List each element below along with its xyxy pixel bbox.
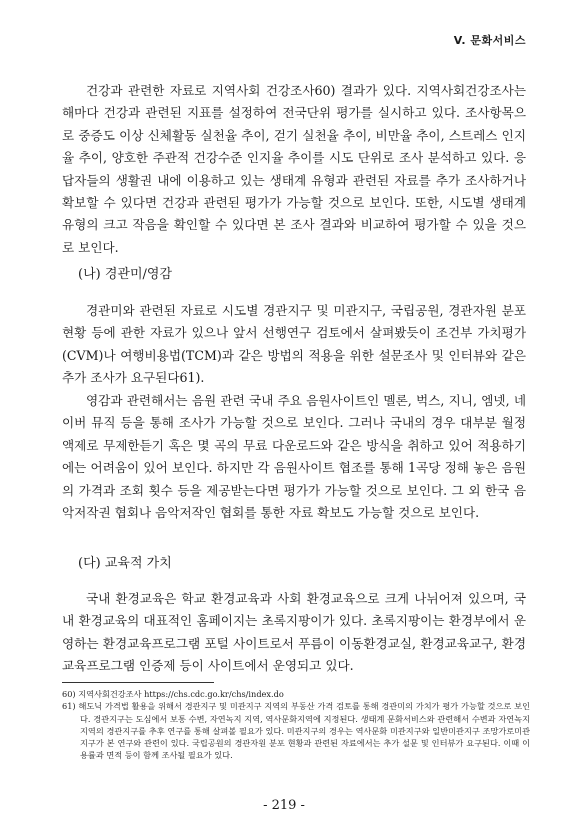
paragraph-health [62,80,526,259]
page-number: - 219 - [263,798,305,813]
running-header: V. 문화서비스 [453,34,526,47]
footnote-divider [62,682,214,683]
footnote-61: 61) 해도닉 가격법 활용을 위해서 경관지구 및 미관지구 지역의 부동산 가격 검토를 통해 경관미의 가치가 평가 가능할 것으로 보인다. 경관지구는 도심에서 보통 수변, 자연녹지 지역, 역사문화지역에 지정된다. 생태계 문화서비스와 관련해서 수변과 자연녹지 지역의 경관지구를 추후 연구를 통해 살펴볼 필요가 있다. 미관지구의 경우는 역사문화 미관지구와 일반미관지구 조망가로미관지구가 본 연구와 관련이 있다. 국립공원의 경관자원 분포 현황과 관련된 자료에서는 추가 설문 및 인터뷰가 요구된다. 이때 이용률과 면적 등이 함께 조사될 필요가 있다. [62,701,530,761]
footnote-60: 60) 지역사회건강조사 https://chs.cdc.go.kr/chs/index.do [62,689,284,699]
body-paragraph: 국내 환경교육은 학교 환경교육과 사회 환경교육으로 크게 나뉘어져 있으며, 국내 환경교육의 대표적인 홈페이지는 초록지팡이가 있다. 초록지팡이는 환경부에서 운영하는 환경교육프로그램 포털 사이트로서 푸름이 이동환경교실, 환경교육교구, 환경교육프로그램 인증제 등이 사이트에서 운영되고 있다. [62,591,526,674]
paragraph-education [62,588,526,678]
footnotes [62,688,530,762]
paragraph-landscape [62,300,526,390]
section-heading-educational-value: (다) 교육적 가치 [78,556,172,571]
paragraph-inspiration [62,390,526,524]
body-paragraph: 영감과 관련해서는 음원 관련 국내 주요 음원사이트인 멜론, 벅스, 지니, 엠넷, 네이버 뮤직 등을 통해 조사가 가능할 것으로 보인다. 그러나 국내의 경우 대부분 월정액제로 무제한듣기 혹은 몇 곡의 무료 다운로드와 같은 방식을 취하고 있어 적용하기에는 어려움이 있어 보인다. 하지만 각 음원사이트 협조를 통해 1곡당 정해 놓은 음원의 가격과 조회 횟수 등을 제공받는다면 평가가 가능할 것으로 보인다. 그 외 한국 음악저작권 협회나 음악저작인 협회를 통한 자료 확보도 가능할 것으로 보인다. [62,393,526,521]
section-heading-landscape-inspiration: (나) 경관미/영감 [78,267,173,282]
body-paragraph: 경관미와 관련된 자료로 시도별 경관지구 및 미관지구, 국립공원, 경관자원 분포 현황 등에 관한 자료가 있으나 앞서 선행연구 검토에서 살펴봤듯이 조건부 가치평가(CVM)나 여행비용법(TCM)과 같은 방법의 적용을 위한 설문조사 및 인터뷰와 같은 추가 조사가 요구된다61). [62,303,526,386]
body-paragraph: 건강과 관련한 자료로 지역사회 건강조사60) 결과가 있다. 지역사회건강조사는 해마다 건강과 관련된 지표를 설정하여 전국단위 평가를 실시하고 있다. 조사항목으로 중증도 이상 신체활동 실천율 추이, 걷기 실천율 추이, 비만율 추이, 스트레스 인지율 추이, 양호한 주관적 건강수준 인지율 추이를 시도 단위로 조사 분석하고 있다. 응답자들의 생활권 내에 이용하고 있는 생태계 유형과 관련된 자료를 추가 조사하거나 확보할 수 있다면 건강과 관련된 평가가 가능할 것으로 보인다. 또한, 시도별 생태계 유형의 크고 작음을 확인할 수 있다면 본 조사 결과와 비교하여 평가할 수 있을 것으로 보인다. [62,83,526,255]
